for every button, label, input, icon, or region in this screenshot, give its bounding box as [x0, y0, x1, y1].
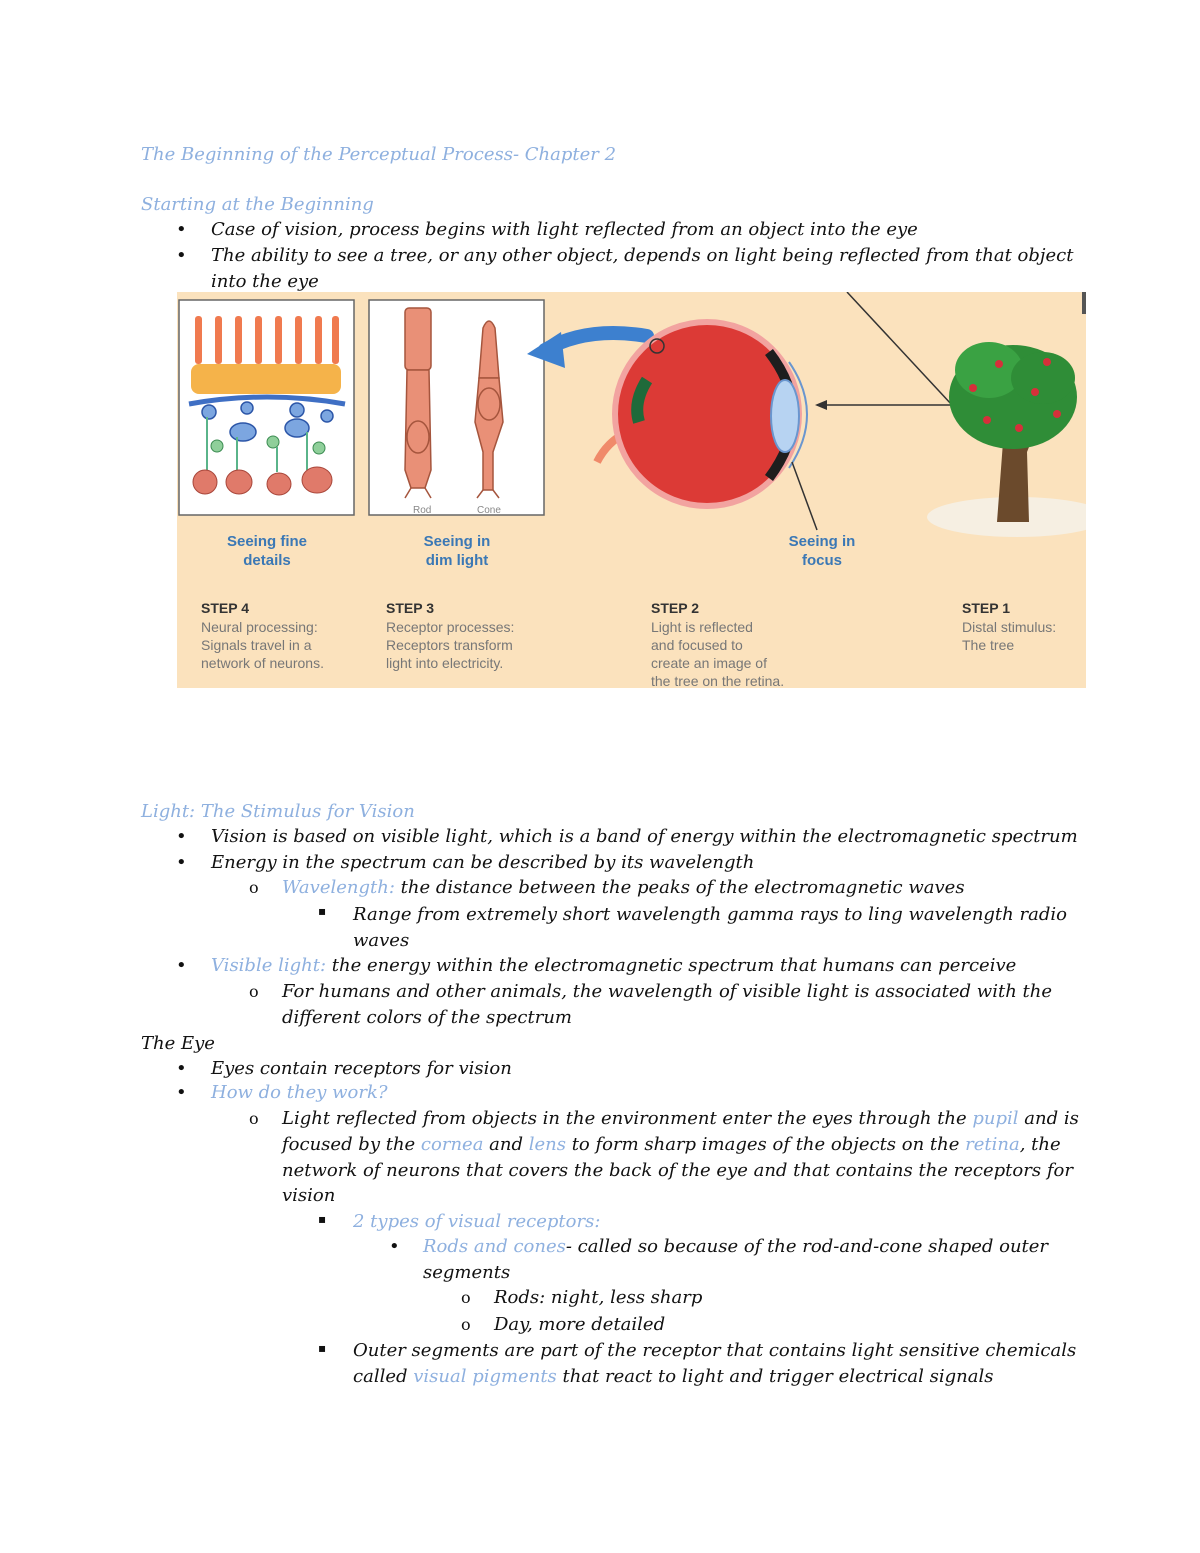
bullet-icon: • [176, 219, 187, 240]
bullet-icon: • [176, 1082, 187, 1103]
step3-text: Receptor processes: Receptors transform light into electricity. [386, 619, 515, 671]
bullet-text: Outer segments are part of the receptor that contains light sensitive chemicals [353, 1340, 1077, 1361]
circle-bullet-icon: o [249, 878, 259, 897]
section-heading-eye: The Eye [141, 1033, 215, 1054]
bullet-text-continued: waves [353, 930, 410, 951]
step4-heading: STEP 4 [201, 600, 249, 616]
tree-icon [927, 342, 1086, 537]
bullet-text: 2 types of visual receptors: [353, 1211, 601, 1232]
bullet-text: Vision is based on visible light, which is a band of energy within the electromagnetic spectrum [211, 826, 1078, 847]
bullet-text-continued: segments [423, 1262, 511, 1283]
step1-text: Distal stimulus: The tree [962, 619, 1057, 653]
circle-bullet-icon: o [461, 1288, 471, 1307]
step3-heading: STEP 3 [386, 600, 434, 616]
rod-label: Rod [413, 505, 432, 516]
bullet-text: Range from extremely short wavelength gamma rays to ling wavelength radio [353, 904, 1067, 925]
bullet-text: For humans and other animals, the wavelength of visible light is associated with the [282, 981, 1052, 1002]
bullet-text: Eyes contain receptors for vision [211, 1058, 512, 1079]
circle-bullet-icon: o [249, 1109, 259, 1128]
section-heading-light: Light: The Stimulus for Vision [141, 801, 415, 822]
square-bullet-icon: ▪ [318, 1341, 327, 1355]
bullet-icon: • [176, 826, 187, 847]
visual-pigments-line: called visual pigments that react to light and trigger electrical signals [353, 1366, 994, 1387]
bullet-text: Day, more detailed [494, 1314, 666, 1335]
circle-bullet-icon: o [461, 1315, 471, 1334]
label-seeing-in-focus: Seeing in focus [788, 533, 856, 569]
step1-heading: STEP 1 [962, 600, 1010, 616]
eye-text-line3: network of neurons that covers the back of the eye and that contains the receptors for [282, 1160, 1073, 1181]
bullet-text-continued: into the eye [211, 271, 319, 292]
square-bullet-icon: ▪ [318, 1212, 327, 1226]
page-title: The Beginning of the Perceptual Process- Chapter 2 [141, 144, 617, 165]
square-bullet-icon: ▪ [318, 904, 327, 918]
bullet-icon: • [389, 1236, 400, 1257]
bullet-icon: • [176, 955, 187, 976]
step2-heading: STEP 2 [651, 600, 699, 616]
label-seeing-fine-details: Seeing fine details [226, 533, 308, 569]
step4-text: Neural processing: Signals travel in a network of neurons. [201, 619, 324, 671]
rods-cones-line: Rods and cones- called so because of the rod-and-cone shaped outer [423, 1236, 1049, 1257]
eye-text-line1: Light reflected from objects in the environment enter the eyes through the pupil and is [282, 1108, 1079, 1129]
bullet-text: Rods: night, less sharp [494, 1287, 703, 1308]
bullet-text: How do they work? [211, 1082, 388, 1103]
section-heading-beginning: Starting at the Beginning [141, 194, 374, 215]
visible-light-line: Visible light: the energy within the electromagnetic spectrum that humans can perceive [211, 955, 1017, 976]
eye-icon [597, 292, 952, 530]
bullet-text: Energy in the spectrum can be described by its wavelength [211, 852, 755, 873]
circle-bullet-icon: o [249, 982, 259, 1001]
wavelength-line: Wavelength: the distance between the peaks of the electromagnetic waves [282, 877, 965, 898]
perception-steps-figure [177, 292, 1086, 688]
bullet-text: The ability to see a tree, or any other object, depends on light being reflected from that object [211, 245, 1074, 266]
eye-text-line4: vision [282, 1185, 336, 1206]
bullet-icon: • [176, 245, 187, 266]
eye-text-line2: focused by the cornea and lens to form sharp images of the objects on the retina, the [282, 1134, 1061, 1155]
bullet-icon: • [176, 852, 187, 873]
step2-text: Light is reflected and focused to create an image of the tree on the retina. [651, 619, 785, 688]
bullet-text: Case of vision, process begins with light reflected from an object into the eye [211, 219, 918, 240]
bullet-icon: • [176, 1058, 187, 1079]
bullet-text-continued: different colors of the spectrum [282, 1007, 572, 1028]
cone-label: Cone [477, 505, 501, 516]
label-seeing-dim-light: Seeing in dim light [423, 533, 491, 569]
